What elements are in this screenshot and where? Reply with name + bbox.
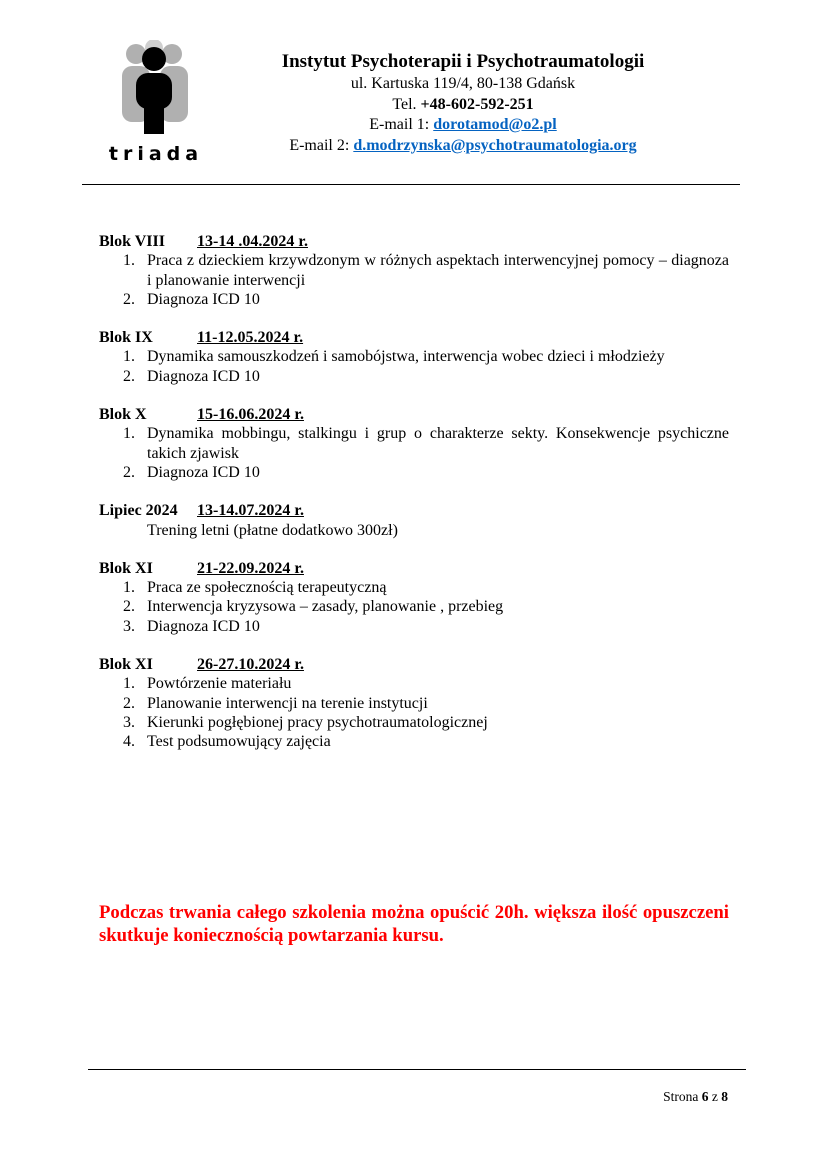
email1-label: E-mail 1: xyxy=(369,116,434,133)
block-title xyxy=(99,232,729,251)
list-item xyxy=(99,674,729,693)
block-name: Lipiec 2024 xyxy=(99,502,178,520)
institute-address: ul. Kartuska 119/4, 80-138 Gdańsk xyxy=(350,75,576,92)
block-items xyxy=(99,424,729,482)
schedule-block xyxy=(99,232,729,309)
block-date: 13-14.07.2024 r. xyxy=(197,502,304,520)
schedule-content xyxy=(99,232,729,771)
header-divider xyxy=(82,184,740,185)
schedule-block xyxy=(99,405,729,482)
logo-text: triada xyxy=(108,143,204,165)
list-item xyxy=(99,617,729,636)
item-text: Kierunki pogłębionej pracy psychotraumatologicznej xyxy=(147,713,488,731)
item-text: Diagnoza ICD 10 xyxy=(147,290,260,308)
block-name: Blok XI xyxy=(99,656,153,674)
list-item xyxy=(99,251,729,290)
block-title xyxy=(99,405,729,424)
email2-label: E-mail 2: xyxy=(289,136,354,154)
block-name: Blok XI xyxy=(99,559,153,577)
item-number: 1. xyxy=(123,675,135,693)
list-item xyxy=(99,347,729,366)
block-items xyxy=(99,347,729,386)
block-items xyxy=(99,251,729,309)
item-text: Dynamika mobbingu, stalkingu i grup o charakterze sekty. Konsekwencje psychiczne takich zjawisk xyxy=(147,425,729,462)
item-number: 1. xyxy=(123,579,135,597)
email1-line xyxy=(250,115,676,136)
list-item xyxy=(99,713,729,732)
schedule-block xyxy=(99,655,729,751)
page-label: Strona xyxy=(663,1089,702,1104)
list-item xyxy=(99,694,729,713)
item-number: 2. xyxy=(123,463,135,481)
block-items xyxy=(99,674,729,751)
item-number: 1. xyxy=(123,348,135,366)
item-number: 2. xyxy=(123,598,135,616)
block-title xyxy=(99,655,729,674)
item-number: 2. xyxy=(123,367,135,385)
block-title xyxy=(99,559,729,578)
block-name: Blok VIII xyxy=(99,233,165,250)
item-text: Dynamika samouszkodzeń i samobójstwa, interwencja wobec dzieci i młodzieży xyxy=(147,348,665,366)
list-item xyxy=(99,463,729,482)
item-text: Praca ze społecznością terapeutyczną xyxy=(147,579,387,597)
block-description: Trening letni (płatne dodatkowo 300zł) xyxy=(147,521,398,539)
institute-header xyxy=(250,50,676,156)
item-number: 4. xyxy=(123,733,135,751)
schedule-block xyxy=(99,328,729,386)
item-text: Praca z dzieckiem krzywdzonym w różnych aspektach interwencyjnej pomocy – diagnoza i planowanie interwencji xyxy=(147,252,729,289)
block-date: 21-22.09.2024 r. xyxy=(197,559,304,577)
block-date: 15-16.06.2024 r. xyxy=(197,406,304,424)
page-number xyxy=(663,1089,728,1105)
item-number: 1. xyxy=(123,252,135,270)
email2-line xyxy=(250,136,676,157)
item-text: Planowanie interwencji na terenie instytucji xyxy=(147,694,428,712)
item-text: Diagnoza ICD 10 xyxy=(147,617,260,635)
block-items xyxy=(99,578,729,636)
item-number: 3. xyxy=(123,713,135,731)
list-item xyxy=(99,424,729,463)
block-date: 13-14 .04.2024 r. xyxy=(197,233,308,250)
triada-logo xyxy=(100,40,212,165)
page-current: 6 xyxy=(701,1089,709,1104)
block-name: Blok X xyxy=(99,406,147,424)
phone-number: +48-602-592-251 xyxy=(420,95,534,113)
item-text: Test podsumowujący zajęcia xyxy=(147,733,331,751)
people-logo-icon xyxy=(114,40,198,140)
list-item xyxy=(99,732,729,751)
block-date: 11-12.05.2024 r. xyxy=(197,329,304,347)
schedule-block xyxy=(99,501,729,540)
list-item xyxy=(99,597,729,616)
item-text: Diagnoza ICD 10 xyxy=(147,367,260,385)
email2-link[interactable]: d.modrzynska@psychotraumatologia.org xyxy=(353,136,637,154)
schedule-block xyxy=(99,559,729,636)
attendance-notice: Podczas trwania całego szkolenia można opuścić 20h. większa ilość opuszczeni skutkuje koniecznością powtarzania kursu. xyxy=(99,902,729,946)
block-title xyxy=(99,328,729,347)
footer-divider xyxy=(88,1069,746,1070)
list-item xyxy=(99,578,729,597)
phone-label: Tel. xyxy=(392,95,421,113)
list-item xyxy=(99,367,729,386)
item-text: Powtórzenie materiału xyxy=(147,675,292,693)
item-number: 1. xyxy=(123,425,135,443)
item-number: 3. xyxy=(123,617,135,635)
item-text: Diagnoza ICD 10 xyxy=(147,463,260,481)
page-of: z xyxy=(708,1089,722,1104)
institute-name: Instytut Psychoterapii i Psychotraumatologii xyxy=(281,51,645,72)
email1-link[interactable]: dorotamod@o2.pl xyxy=(433,116,557,133)
item-text: Interwencja kryzysowa – zasady, planowanie , przebieg xyxy=(147,598,504,616)
block-name: Blok IX xyxy=(99,329,153,347)
block-title xyxy=(99,501,729,520)
page-total: 8 xyxy=(721,1089,728,1104)
block-date: 26-27.10.2024 r. xyxy=(197,656,304,674)
item-number: 2. xyxy=(123,290,135,308)
item-number: 2. xyxy=(123,694,135,712)
list-item xyxy=(99,290,729,309)
institute-phone-line xyxy=(250,95,676,116)
